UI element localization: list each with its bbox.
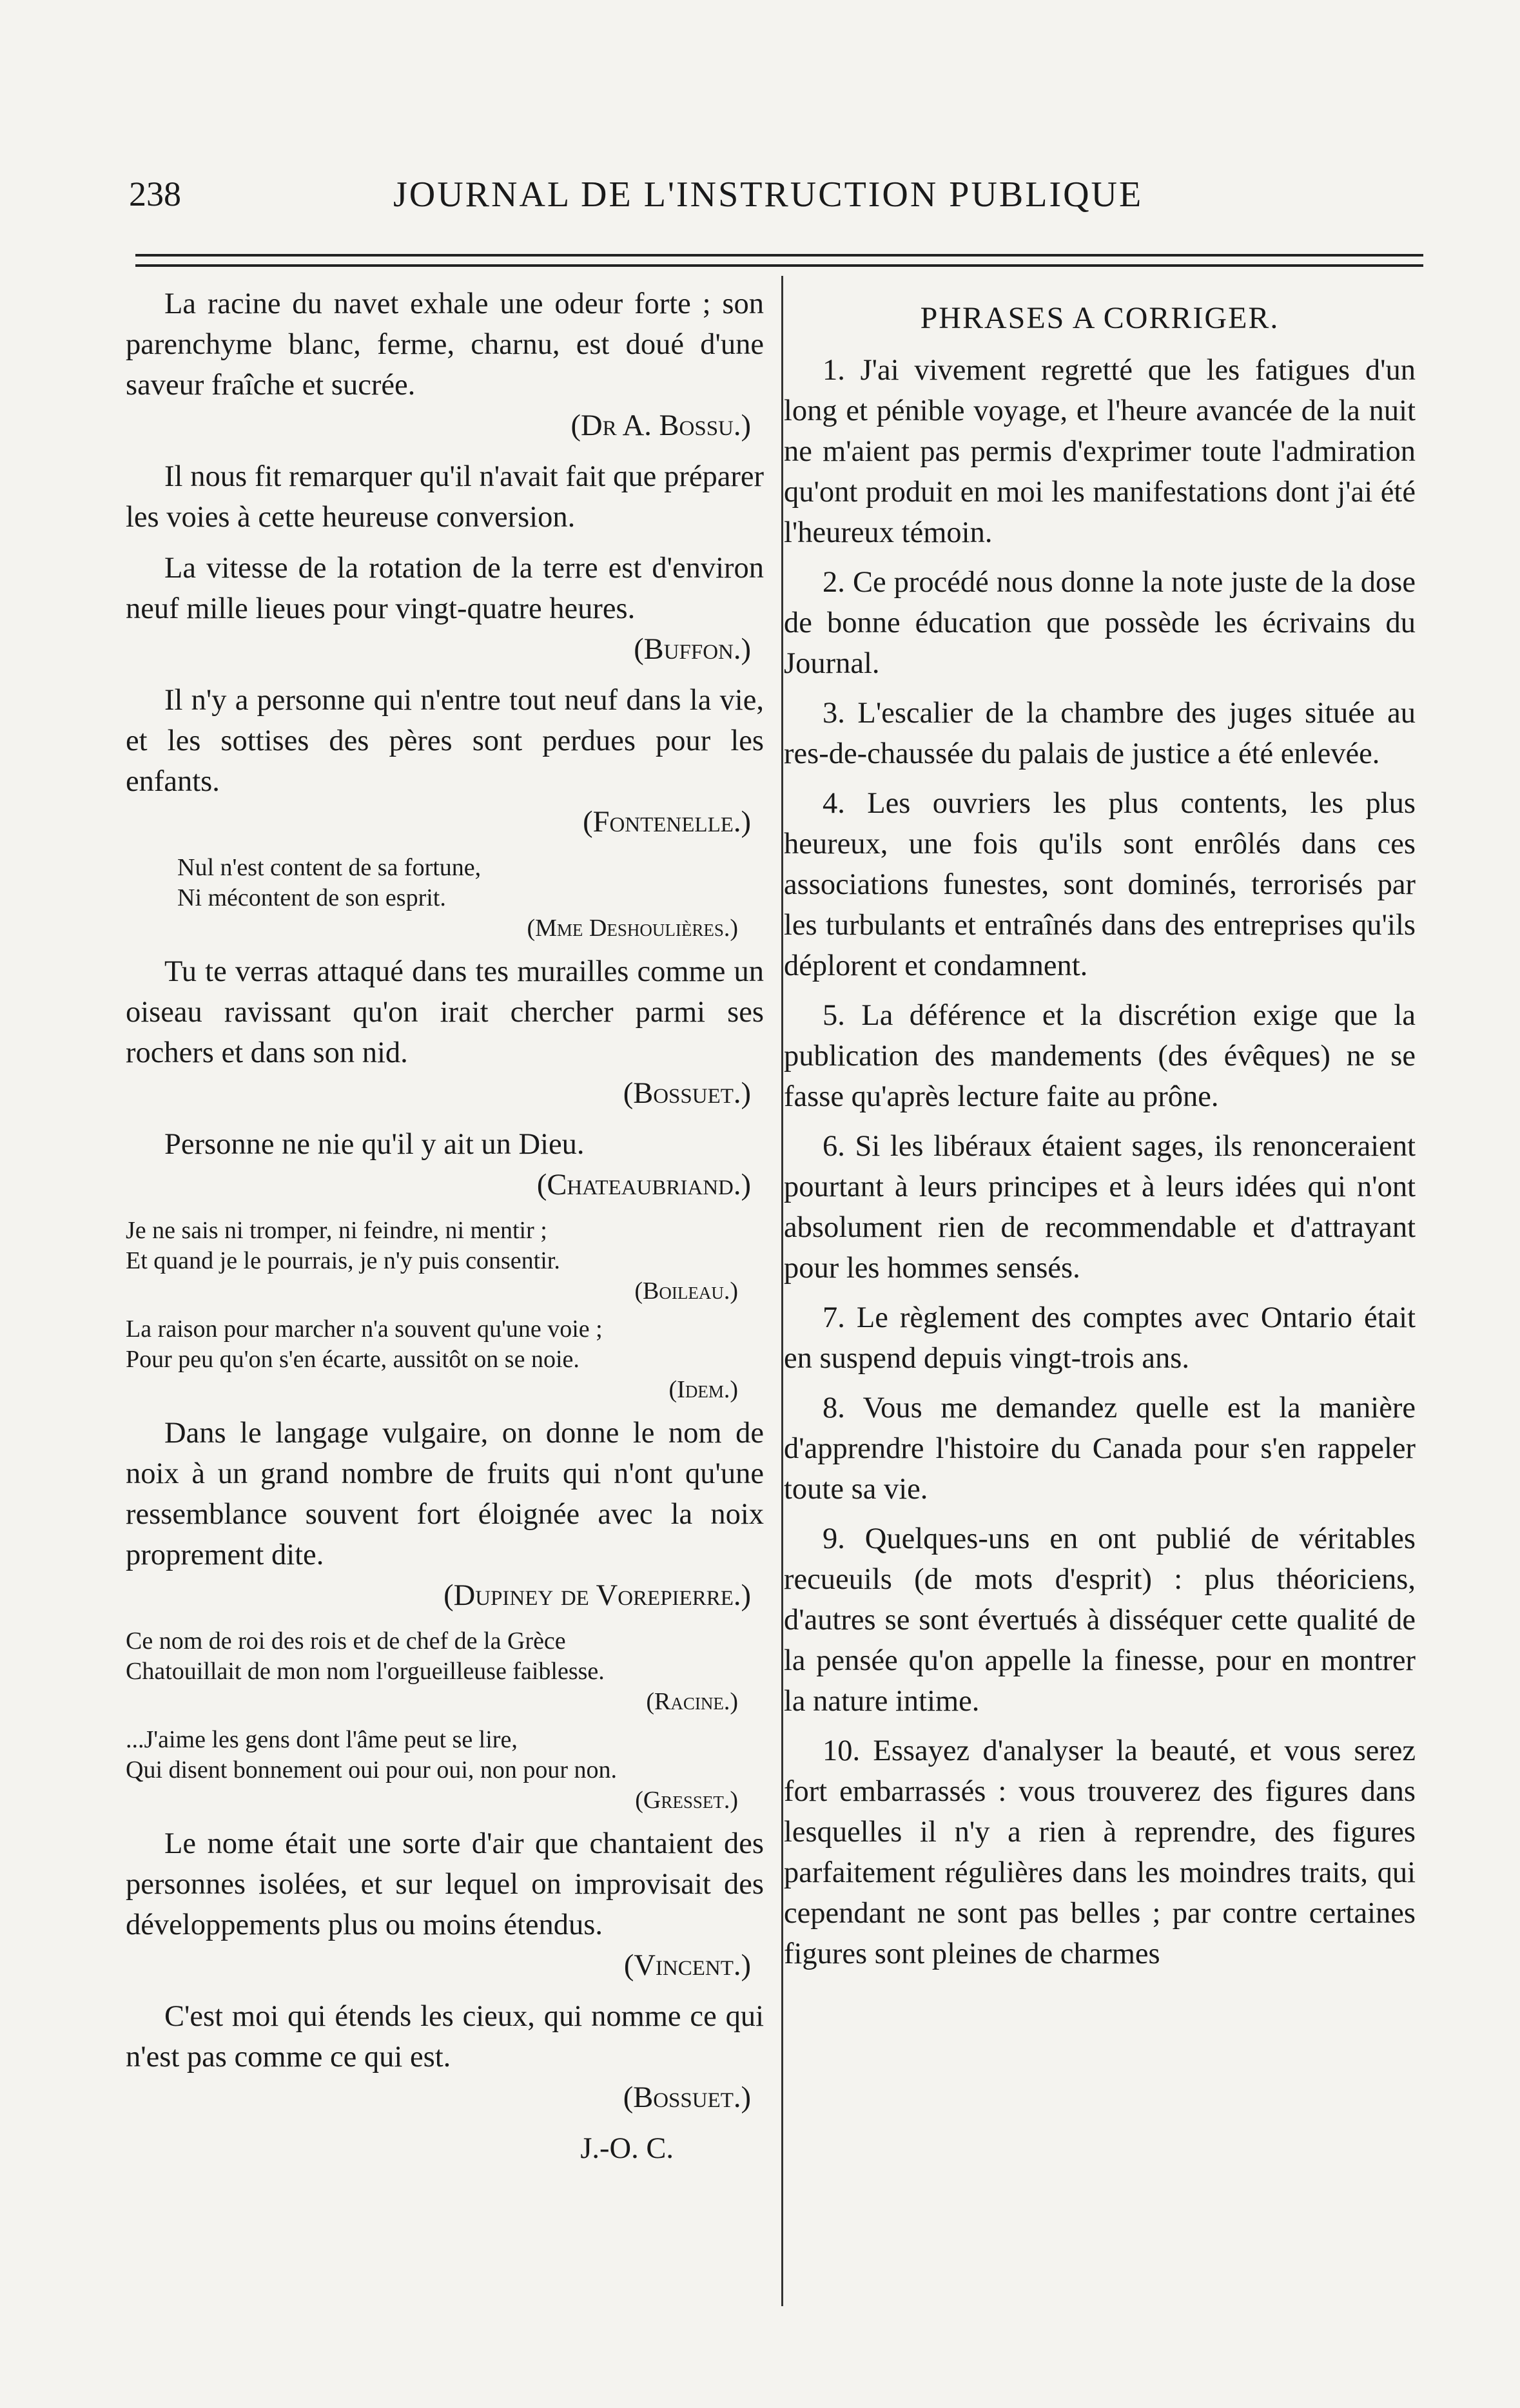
paragraph xyxy=(126,1124,764,1205)
attribution: (Gresset.) xyxy=(635,1787,738,1814)
verse-quote xyxy=(126,1216,764,1306)
verse-line: Ce nom de roi des rois et de chef de la Grèce xyxy=(126,1627,566,1655)
paragraph xyxy=(126,680,764,842)
paragraph xyxy=(126,1823,764,1986)
attribution: (Buffon.) xyxy=(634,633,751,666)
verse-line: La raison pour marcher n'a souvent qu'une voie ; xyxy=(126,1316,603,1343)
exercise-item: 6. Si les libéraux étaient sages, ils renonceraient pourtant à leurs principes et à leurs idées qui n'ont absolument rien de recommendable et d'attrayant pour les hommes sensés. xyxy=(784,1130,1416,1285)
verse-quote xyxy=(126,1725,764,1816)
paragraph-text: Il nous fit remarquer qu'il n'avait fait que préparer les voies à cette heureuse conversion. xyxy=(126,460,764,534)
page-number: 238 xyxy=(129,175,181,213)
verse-line: Et quand je le pourrais, je n'y puis consentir. xyxy=(126,1247,560,1274)
exercise-item: 8. Vous me demandez quelle est la manière d'apprendre l'histoire du Canada pour s'en rappeler toute sa vie. xyxy=(784,1392,1416,1506)
left-column xyxy=(126,284,764,2169)
attribution: (Bossuet.) xyxy=(623,2081,751,2114)
attribution: (Fontenelle.) xyxy=(583,806,751,839)
exercise-item: 9. Quelques-uns en ont publié de véritables recueuils (de mots d'esprit) : plus théoriciens, d'autres se sont évertués à disséquer cette qualité de la pensée qu'on appelle la finesse, pour en montrer la nature intime. xyxy=(784,1522,1416,1718)
exercise-item: 3. L'escalier de la chambre des juges située au res-de-chaussée du palais de justice a été enlevée. xyxy=(784,697,1416,770)
verse-quote xyxy=(126,1314,764,1405)
column-divider xyxy=(781,276,783,2306)
verse-line: Ni mécontent de son esprit. xyxy=(177,884,446,911)
header-rule-bottom xyxy=(135,264,1423,267)
verse-line: Pour peu qu'on s'en écarte, aussitôt on se noie. xyxy=(126,1346,580,1373)
attribution: (Vincent.) xyxy=(623,1949,751,1982)
author-signature: J.-O. C. xyxy=(580,2132,674,2165)
paragraph-text: Il n'y a personne qui n'entre tout neuf dans la vie, et les sottises des pères sont perdues pour les enfants. xyxy=(126,684,764,798)
right-column xyxy=(784,284,1416,1983)
paragraph xyxy=(126,548,764,670)
verse-line: Qui disent bonnement oui pour oui, non pour non. xyxy=(126,1756,618,1783)
attribution: (Racine.) xyxy=(646,1688,738,1715)
verse-line: Nul n'est content de sa fortune, xyxy=(177,854,482,881)
paragraph-text: Dans le langage vulgaire, on donne le nom de noix à un grand nombre de fruits qui n'ont qu'une ressemblance souvent fort éloignée avec la noix proprement dite. xyxy=(126,1417,764,1571)
paragraph xyxy=(126,456,764,538)
attribution: (Mme Deshoulières.) xyxy=(527,915,738,942)
verse-quote xyxy=(126,1626,764,1717)
paragraph xyxy=(126,1413,764,1616)
attribution: (Dupiney de Vorepierre.) xyxy=(443,1579,751,1612)
section-heading: PHRASES A CORRIGER. xyxy=(920,301,1280,335)
paragraph-text: Tu te verras attaqué dans tes murailles comme un oiseau ravissant qu'on irait chercher parmi ses rochers et dans son nid. xyxy=(126,955,764,1069)
exercise-item: 4. Les ouvriers les plus contents, les plus heureux, une fois qu'ils sont enrôlés dans ces associations funestes, sont dominés, terrorisés par les turbulants et entraînés dans des entreprises qu'ils déplorent et condamnent. xyxy=(784,787,1416,982)
exercise-item: 5. La déférence et la discrétion exige que la publication des mandements (des évêques) ne se fasse qu'après lecture faite au prône. xyxy=(784,999,1416,1113)
exercise-item: 2. Ce procédé nous donne la note juste de la dose de bonne éducation que possède les écrivains du Journal. xyxy=(784,566,1416,680)
paragraph xyxy=(126,1996,764,2118)
paragraph xyxy=(126,284,764,446)
paragraph-text: Personne ne nie qu'il y ait un Dieu. xyxy=(164,1128,585,1161)
attribution: (Bossuet.) xyxy=(623,1077,751,1110)
paragraph-text: La vitesse de la rotation de la terre est d'environ neuf mille lieues pour vingt-quatre heures. xyxy=(126,552,764,625)
paragraph xyxy=(126,951,764,1114)
attribution: (Chateaubriand.) xyxy=(536,1169,751,1201)
verse-quote xyxy=(126,853,764,944)
exercise-item: 1. J'ai vivement regretté que les fatigues d'un long et pénible voyage, et l'heure avancée de la nuit ne m'aient pas permis d'exprimer toute l'admiration qu'ont produit en moi les manifestations dont j'ai été l'heureux témoin. xyxy=(784,354,1416,549)
paragraph-text: La racine du navet exhale une odeur forte ; son parenchyme blanc, ferme, charnu, est doué d'une saveur fraîche et sucrée. xyxy=(126,287,764,402)
header-rule-top xyxy=(135,254,1423,257)
attribution: (Boileau.) xyxy=(634,1277,738,1305)
verse-line: Chatouillait de mon nom l'orgueilleuse faiblesse. xyxy=(126,1658,605,1685)
attribution: (Dr A. Bossu.) xyxy=(570,409,751,442)
verse-line: ...J'aime les gens dont l'âme peut se lire, xyxy=(126,1726,518,1753)
exercise-item: 7. Le règlement des comptes avec Ontario était en suspend depuis vingt-trois ans. xyxy=(784,1301,1416,1375)
paragraph-text: Le nome était une sorte d'air que chantaient des personnes isolées, et sur lequel on improvisait des développements plus ou moins étendus. xyxy=(126,1827,764,1941)
paragraph-text: C'est moi qui étends les cieux, qui nomme ce qui n'est pas comme ce qui est. xyxy=(126,2000,764,2073)
running-title: JOURNAL DE L'INSTRUCTION PUBLIQUE xyxy=(393,175,1144,215)
verse-line: Je ne sais ni tromper, ni feindre, ni mentir ; xyxy=(126,1217,547,1244)
attribution: (Idem.) xyxy=(668,1376,738,1403)
exercise-item: 10. Essayez d'analyser la beauté, et vous serez fort embarrassés : vous trouverez des figures dans lesquelles il n'y a rien à reprendre, des figures parfaitement régulières dans les moindres traits, qui cependant ne sont pas belles ; par contre certaines figures sont pleines de charmes xyxy=(784,1734,1416,1970)
